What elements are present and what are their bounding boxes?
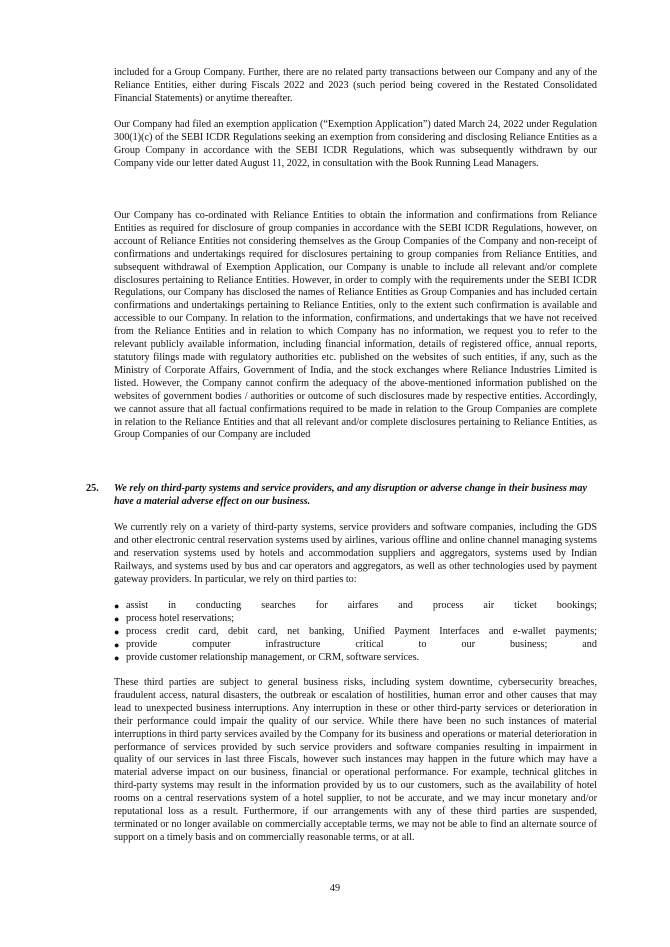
- paragraph-exemption-application: Our Company had filed an exemption application (“Exemption Application”) dated March 24, 2022 under Regulation 300(1)(c) of the SEBI ICDR Regulations seeking an exemption from considering and disclosing Reliance Entities as a Group Company in accordance with the SEBI ICDR Regulations, which was subsequently withdrawn by our Company vide our letter dated August 11, 2022, in consultation with the Book Running Lead Managers.: [114, 119, 597, 169]
- risk-factor-heading: [86, 483, 597, 509]
- list-item: ● process hotel reservations;: [114, 613, 235, 624]
- risk-factor-number: 25.: [86, 483, 99, 494]
- list-item: ● provide customer relationship management, or CRM, software services.: [114, 652, 420, 663]
- paragraph-related-party: included for a Group Company. Further, there are no related party transactions between our Company and any of the Reliance Entities, either during Fiscals 2022 and 2023 (such period being covered in the Restated Consolidated Financial Statements) or anytime thereafter.: [114, 67, 597, 104]
- bullet-icon: ●: [114, 614, 120, 624]
- bullet-icon: ●: [114, 601, 120, 611]
- bullet-icon: ●: [114, 640, 120, 650]
- list-item: ● provide computer infrastructure critical to our business; and: [114, 639, 597, 650]
- list-item: ● assist in conducting searches for airfares and process air ticket bookings;: [114, 600, 597, 611]
- bullet-icon: ●: [114, 653, 120, 663]
- list-item: ● process credit card, debit card, net banking, Unified Payment Interfaces and e-wallet payments;: [114, 626, 597, 637]
- page-number: 49: [329, 883, 341, 894]
- paragraph-reliance-entities: Our Company has co-ordinated with Reliance Entities to obtain the information and confirmations from Reliance Entities as required for disclosure of group companies in accordance with the SEBI ICDR Regulations, however, on account of Reliance Entities not considering themselves as the Group Companies of the Company and non-receipt of confirmations and undertakings required for disclosures pertaining to group companies from Reliance Entities, and subsequent withdrawal of Exemption Application, our Company is unable to include all relevant and/or complete disclosures pertaining to Reliance Entities. However, in order to comply with the requirements under the SEBI ICDR Regulations, our Company has disclosed the names of Reliance Entities as Group Companies and has included certain confirmations and undertakings pertaining to Reliance Entities, only to the extent such confirmation is available and accessible to our Company. In relation to the information, confirmations, and undertakings that we have not received from the Reliance Entities and in relation to which Company has no information, we request you to refer to the relevant publicly available information, including financial information, details of registered office, annual reports, statutory filings made with regulatory authorities etc. published on the websites of such entities, if any, such as the Ministry of Corporate Affairs, Government of India, and the stock exchanges where Reliance Industries Limited is listed. However, the Company cannot confirm the adequacy of the above-mentioned information published on the websites of government bodies / authorities or outcome of such disclosures made by respective entities. Accordingly, we cannot assure that all factual confirmations required to be made in relation to the Group Companies are complete in relation to the Reliance Entities and that all relevant and/or complete disclosures pertaining to Reliance Entities, as Group Companies of our Company are included: [114, 210, 597, 441]
- risk-factor-title: We rely on third-party systems and service providers, and any disruption or adverse change in their business may have a material adverse effect on our business.: [114, 483, 587, 507]
- bullet-icon: ●: [114, 627, 120, 637]
- third-party-reliance-list: [114, 600, 597, 665]
- risk-factor-intro: We currently rely on a variety of third-party systems, service providers and software companies, including the GDS and other electronic central reservation systems used by airlines, various offline and online channel managing systems and reservation systems used by hotels and accommodation suppliers and aggregators, systems used by Indian Railways, and systems used by bus and car operators and aggregators, as well as other technologies used by payment gateway providers. In particular, we rely on third parties to:: [114, 522, 597, 585]
- risk-factor-closing: These third parties are subject to general business risks, including system downtime, cybersecurity breaches, fraudulent access, natural disasters, the outbreak or escalation of hostilities, human error and other causes that may lead to unexpected business interruptions. Any interruption in these or other third-party services or deterioration in their performance could impair the quality of our service. While there have been no such instances of material interruptions in third party services availed by the Company for its business and operations or material deterioration in performance of services provided by such service providers and software companies resulting in impairment in quality of our services in last three Fiscals, however such instances may happen in the future which may have a material adverse impact on our business, financial or operational performance. For example, technical glitches in third-party systems may result in the information provided by us to our customers, such as the availability of hotel rooms on a central reservations system of a hotel supplier, to not be accurate, and we may incur monetary and/or reputational loss as a result. Furthermore, if our arrangements with any of these third parties are suspended, terminated or no longer available on commercially acceptable terms, we may not be able to find an alternate source of support on a timely basis and on commercially reasonable terms, or at all.: [114, 677, 597, 843]
